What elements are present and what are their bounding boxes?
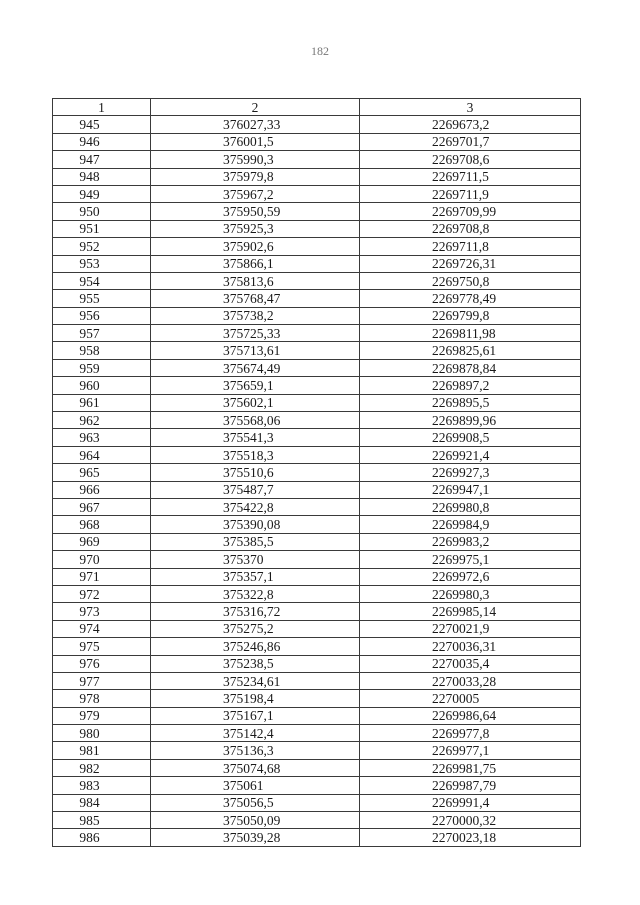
y-coordinate-cell: 2269895,5 [360, 394, 581, 411]
x-coordinate-cell: 375813,6 [151, 272, 360, 289]
x-coordinate-cell: 375510,6 [151, 464, 360, 481]
table-row [53, 359, 581, 376]
point-number-cell: 969 [53, 533, 151, 550]
point-number-cell: 974 [53, 620, 151, 637]
y-coordinate-cell: 2269825,61 [360, 342, 581, 359]
table-row [53, 603, 581, 620]
table-row [53, 342, 581, 359]
x-coordinate-cell: 375866,1 [151, 255, 360, 272]
table-row [53, 464, 581, 481]
table-row [53, 203, 581, 220]
x-coordinate-cell: 375167,1 [151, 707, 360, 724]
y-coordinate-cell: 2269811,98 [360, 325, 581, 342]
y-coordinate-cell: 2269983,2 [360, 533, 581, 550]
table-row [53, 707, 581, 724]
table-row [53, 446, 581, 463]
column-header-1: 1 [53, 99, 151, 116]
point-number-cell: 981 [53, 742, 151, 759]
table-row [53, 655, 581, 672]
y-coordinate-cell: 2269878,84 [360, 359, 581, 376]
x-coordinate-cell: 375925,3 [151, 220, 360, 237]
point-number-cell: 966 [53, 481, 151, 498]
x-coordinate-cell: 375990,3 [151, 151, 360, 168]
point-number-cell: 973 [53, 603, 151, 620]
point-number-cell: 950 [53, 203, 151, 220]
table-row [53, 533, 581, 550]
y-coordinate-cell: 2269711,8 [360, 238, 581, 255]
x-coordinate-cell: 375738,2 [151, 307, 360, 324]
table-row [53, 829, 581, 846]
x-coordinate-cell: 375050,09 [151, 812, 360, 829]
x-coordinate-cell: 375967,2 [151, 185, 360, 202]
y-coordinate-cell: 2269908,5 [360, 429, 581, 446]
x-coordinate-cell: 375768,47 [151, 290, 360, 307]
y-coordinate-cell: 2270021,9 [360, 620, 581, 637]
x-coordinate-cell: 375238,5 [151, 655, 360, 672]
column-header-3: 3 [360, 99, 581, 116]
point-number-cell: 965 [53, 464, 151, 481]
y-coordinate-cell: 2269778,49 [360, 290, 581, 307]
point-number-cell: 958 [53, 342, 151, 359]
x-coordinate-cell: 375950,59 [151, 203, 360, 220]
table-row [53, 272, 581, 289]
y-coordinate-cell: 2270000,32 [360, 812, 581, 829]
point-number-cell: 959 [53, 359, 151, 376]
x-coordinate-cell: 375246,86 [151, 638, 360, 655]
page-number: 182 [311, 44, 329, 58]
point-number-cell: 961 [53, 394, 151, 411]
x-coordinate-cell: 375422,8 [151, 498, 360, 515]
table-row [53, 307, 581, 324]
y-coordinate-cell: 2269986,64 [360, 707, 581, 724]
table-row [53, 429, 581, 446]
x-coordinate-cell: 375316,72 [151, 603, 360, 620]
y-coordinate-cell: 2269991,4 [360, 794, 581, 811]
table-row [53, 325, 581, 342]
y-coordinate-cell: 2269984,9 [360, 516, 581, 533]
y-coordinate-cell: 2269975,1 [360, 551, 581, 568]
point-number-cell: 972 [53, 585, 151, 602]
x-coordinate-cell: 376001,5 [151, 133, 360, 150]
x-coordinate-cell: 375568,06 [151, 412, 360, 429]
point-number-cell: 985 [53, 812, 151, 829]
table-body [53, 116, 581, 846]
point-number-cell: 979 [53, 707, 151, 724]
point-number-cell: 957 [53, 325, 151, 342]
point-number-cell: 951 [53, 220, 151, 237]
table-row [53, 742, 581, 759]
x-coordinate-cell: 375275,2 [151, 620, 360, 637]
table-row [53, 498, 581, 515]
table-row [53, 690, 581, 707]
y-coordinate-cell: 2269921,4 [360, 446, 581, 463]
table-row [53, 220, 581, 237]
y-coordinate-cell: 2269750,8 [360, 272, 581, 289]
table-row [53, 551, 581, 568]
y-coordinate-cell: 2269897,2 [360, 377, 581, 394]
x-coordinate-cell: 375518,3 [151, 446, 360, 463]
point-number-cell: 963 [53, 429, 151, 446]
point-number-cell: 956 [53, 307, 151, 324]
point-number-cell: 983 [53, 777, 151, 794]
y-coordinate-cell: 2269899,96 [360, 412, 581, 429]
table-row [53, 585, 581, 602]
x-coordinate-cell: 375541,3 [151, 429, 360, 446]
y-coordinate-cell: 2269708,8 [360, 220, 581, 237]
point-number-cell: 952 [53, 238, 151, 255]
point-number-cell: 962 [53, 412, 151, 429]
x-coordinate-cell: 375725,33 [151, 325, 360, 342]
x-coordinate-cell: 375357,1 [151, 568, 360, 585]
y-coordinate-cell: 2269972,6 [360, 568, 581, 585]
point-number-cell: 982 [53, 759, 151, 776]
coordinates-table [52, 98, 581, 847]
point-number-cell: 964 [53, 446, 151, 463]
table-row [53, 638, 581, 655]
y-coordinate-cell: 2269947,1 [360, 481, 581, 498]
x-coordinate-cell: 375385,5 [151, 533, 360, 550]
x-coordinate-cell: 375487,7 [151, 481, 360, 498]
table-row [53, 185, 581, 202]
y-coordinate-cell: 2269981,75 [360, 759, 581, 776]
point-number-cell: 946 [53, 133, 151, 150]
point-number-cell: 986 [53, 829, 151, 846]
point-number-cell: 984 [53, 794, 151, 811]
point-number-cell: 975 [53, 638, 151, 655]
point-number-cell: 967 [53, 498, 151, 515]
y-coordinate-cell: 2269673,2 [360, 116, 581, 133]
y-coordinate-cell: 2269977,8 [360, 725, 581, 742]
y-coordinate-cell: 2270005 [360, 690, 581, 707]
point-number-cell: 949 [53, 185, 151, 202]
x-coordinate-cell: 375659,1 [151, 377, 360, 394]
point-number-cell: 977 [53, 672, 151, 689]
point-number-cell: 971 [53, 568, 151, 585]
point-number-cell: 968 [53, 516, 151, 533]
x-coordinate-cell: 375039,28 [151, 829, 360, 846]
y-coordinate-cell: 2269985,14 [360, 603, 581, 620]
point-number-cell: 970 [53, 551, 151, 568]
table-row [53, 672, 581, 689]
x-coordinate-cell: 376027,33 [151, 116, 360, 133]
point-number-cell: 948 [53, 168, 151, 185]
table-row [53, 255, 581, 272]
y-coordinate-cell: 2269980,3 [360, 585, 581, 602]
x-coordinate-cell: 375322,8 [151, 585, 360, 602]
point-number-cell: 976 [53, 655, 151, 672]
y-coordinate-cell: 2269980,8 [360, 498, 581, 515]
table-row [53, 759, 581, 776]
y-coordinate-cell: 2270023,18 [360, 829, 581, 846]
x-coordinate-cell: 375074,68 [151, 759, 360, 776]
y-coordinate-cell: 2269701,7 [360, 133, 581, 150]
x-coordinate-cell: 375056,5 [151, 794, 360, 811]
table-row [53, 412, 581, 429]
table-row [53, 238, 581, 255]
x-coordinate-cell: 375136,3 [151, 742, 360, 759]
table-row [53, 151, 581, 168]
table-row [53, 812, 581, 829]
point-number-cell: 953 [53, 255, 151, 272]
point-number-cell: 945 [53, 116, 151, 133]
table-row [53, 133, 581, 150]
table-row [53, 725, 581, 742]
x-coordinate-cell: 375234,61 [151, 672, 360, 689]
table-row [53, 620, 581, 637]
table-header-row [53, 99, 581, 116]
table-row [53, 290, 581, 307]
table-row [53, 777, 581, 794]
x-coordinate-cell: 375198,4 [151, 690, 360, 707]
table-row [53, 568, 581, 585]
column-header-2: 2 [151, 99, 360, 116]
x-coordinate-cell: 375674,49 [151, 359, 360, 376]
point-number-cell: 955 [53, 290, 151, 307]
point-number-cell: 980 [53, 725, 151, 742]
y-coordinate-cell: 2269711,5 [360, 168, 581, 185]
table-row [53, 516, 581, 533]
y-coordinate-cell: 2269987,79 [360, 777, 581, 794]
y-coordinate-cell: 2270036,31 [360, 638, 581, 655]
x-coordinate-cell: 375142,4 [151, 725, 360, 742]
y-coordinate-cell: 2270035,4 [360, 655, 581, 672]
point-number-cell: 960 [53, 377, 151, 394]
x-coordinate-cell: 375061 [151, 777, 360, 794]
x-coordinate-cell: 375370 [151, 551, 360, 568]
point-number-cell: 947 [53, 151, 151, 168]
x-coordinate-cell: 375713,61 [151, 342, 360, 359]
y-coordinate-cell: 2269927,3 [360, 464, 581, 481]
table-row [53, 168, 581, 185]
table-row [53, 377, 581, 394]
y-coordinate-cell: 2270033,28 [360, 672, 581, 689]
x-coordinate-cell: 375902,6 [151, 238, 360, 255]
y-coordinate-cell: 2269709,99 [360, 203, 581, 220]
point-number-cell: 978 [53, 690, 151, 707]
table-row [53, 394, 581, 411]
table-row [53, 794, 581, 811]
y-coordinate-cell: 2269708,6 [360, 151, 581, 168]
y-coordinate-cell: 2269726,31 [360, 255, 581, 272]
point-number-cell: 954 [53, 272, 151, 289]
y-coordinate-cell: 2269799,8 [360, 307, 581, 324]
x-coordinate-cell: 375602,1 [151, 394, 360, 411]
table-row [53, 481, 581, 498]
x-coordinate-cell: 375979,8 [151, 168, 360, 185]
x-coordinate-cell: 375390,08 [151, 516, 360, 533]
y-coordinate-cell: 2269977,1 [360, 742, 581, 759]
table-row [53, 116, 581, 133]
y-coordinate-cell: 2269711,9 [360, 185, 581, 202]
